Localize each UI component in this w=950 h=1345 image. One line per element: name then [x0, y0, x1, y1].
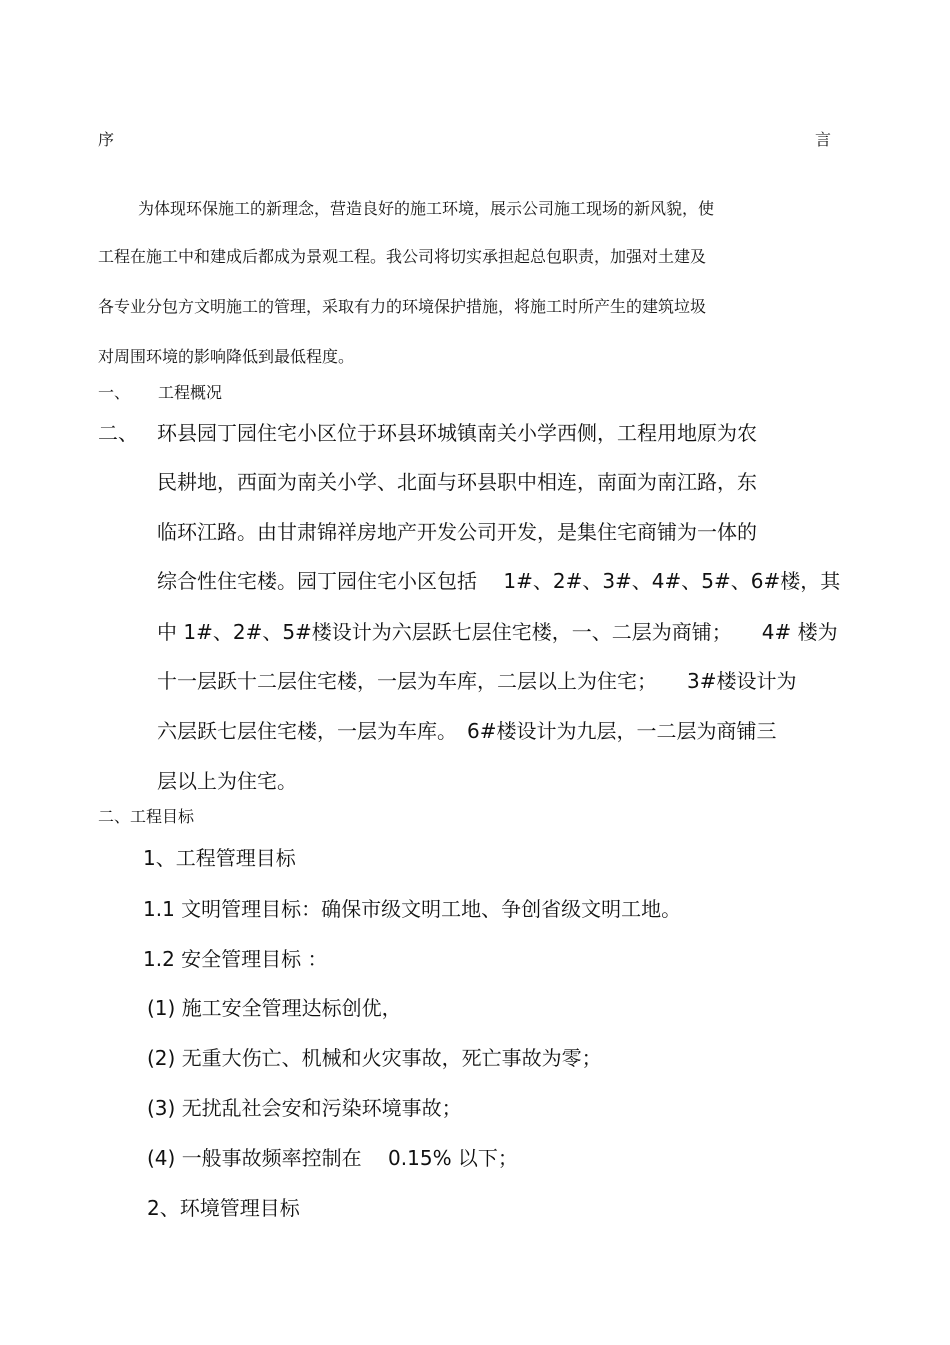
goal-item: (1) 施工安全管理达标创优，: [147, 996, 402, 1020]
intro-line-2: 工程在施工中和建成后都成为景观工程。我公司将切实承担起总包职责，加强对土建及: [98, 247, 707, 266]
section1-title: 工程概况: [158, 383, 223, 402]
intro-line-1: 为体现环保施工的新理念，营造良好的施工环境，展示公司施工现场的新风貌，使: [138, 199, 715, 218]
overview-line-2: 民耕地，西面为南关小学、北面与环县职中相连，南面为南江路，东: [157, 470, 757, 494]
section2-title: 二、工程目标: [98, 807, 195, 826]
overview-line-3: 临环江路。由甘肃锦祥房地产开发公司开发，是集住宅商铺为一体的: [157, 520, 757, 544]
goal-item: (4) 一般事故频率控制在 0.15% 以下；: [147, 1146, 518, 1170]
goal-item: 1.2 安全管理目标 ：: [143, 947, 328, 971]
overview-line-4: 综合性住宅楼。园丁园住宅小区包括 1#、2#、3#、4#、5#、6#楼，其: [157, 569, 841, 593]
overview-line-8: 层以上为住宅。: [157, 769, 297, 793]
title-right-char: 言: [815, 130, 832, 149]
goal-item: (2) 无重大伤亡、机械和火灾事故，死亡事故为零；: [147, 1046, 602, 1070]
goal-item: 2、环境管理目标: [147, 1196, 300, 1220]
overview-line-1: 环县园丁园住宅小区位于环县环城镇南关小学西侧，工程用地原为农: [157, 421, 757, 445]
overview-line-7: 六层跃七层住宅楼，一层为车库。 6#楼设计为九层，一二层为商铺三: [157, 719, 777, 743]
goal-item: (3) 无扰乱社会安和污染环境事故；: [147, 1096, 462, 1120]
section1-number: 一、: [98, 383, 131, 402]
goal-item: 1、工程管理目标: [143, 846, 296, 870]
overview-line-6: 十一层跃十二层住宅楼，一层为车库，二层以上为住宅； 3#楼设计为: [157, 669, 797, 693]
title-left-char: 序: [98, 130, 115, 149]
overview-number: 二、: [98, 421, 138, 445]
intro-line-3: 各专业分包方文明施工的管理，采取有力的环境保护措施，将施工时所产生的建筑垃圾: [98, 297, 707, 316]
overview-line-5: 中 1#、2#、5#楼设计为六层跃七层住宅楼，一、二层为商铺； 4# 楼为: [157, 620, 838, 644]
goal-item: 1.1 文明管理目标：确保市级文明工地、争创省级文明工地。: [143, 897, 682, 921]
intro-line-4: 对周围环境的影响降低到最低程度。: [98, 347, 355, 366]
